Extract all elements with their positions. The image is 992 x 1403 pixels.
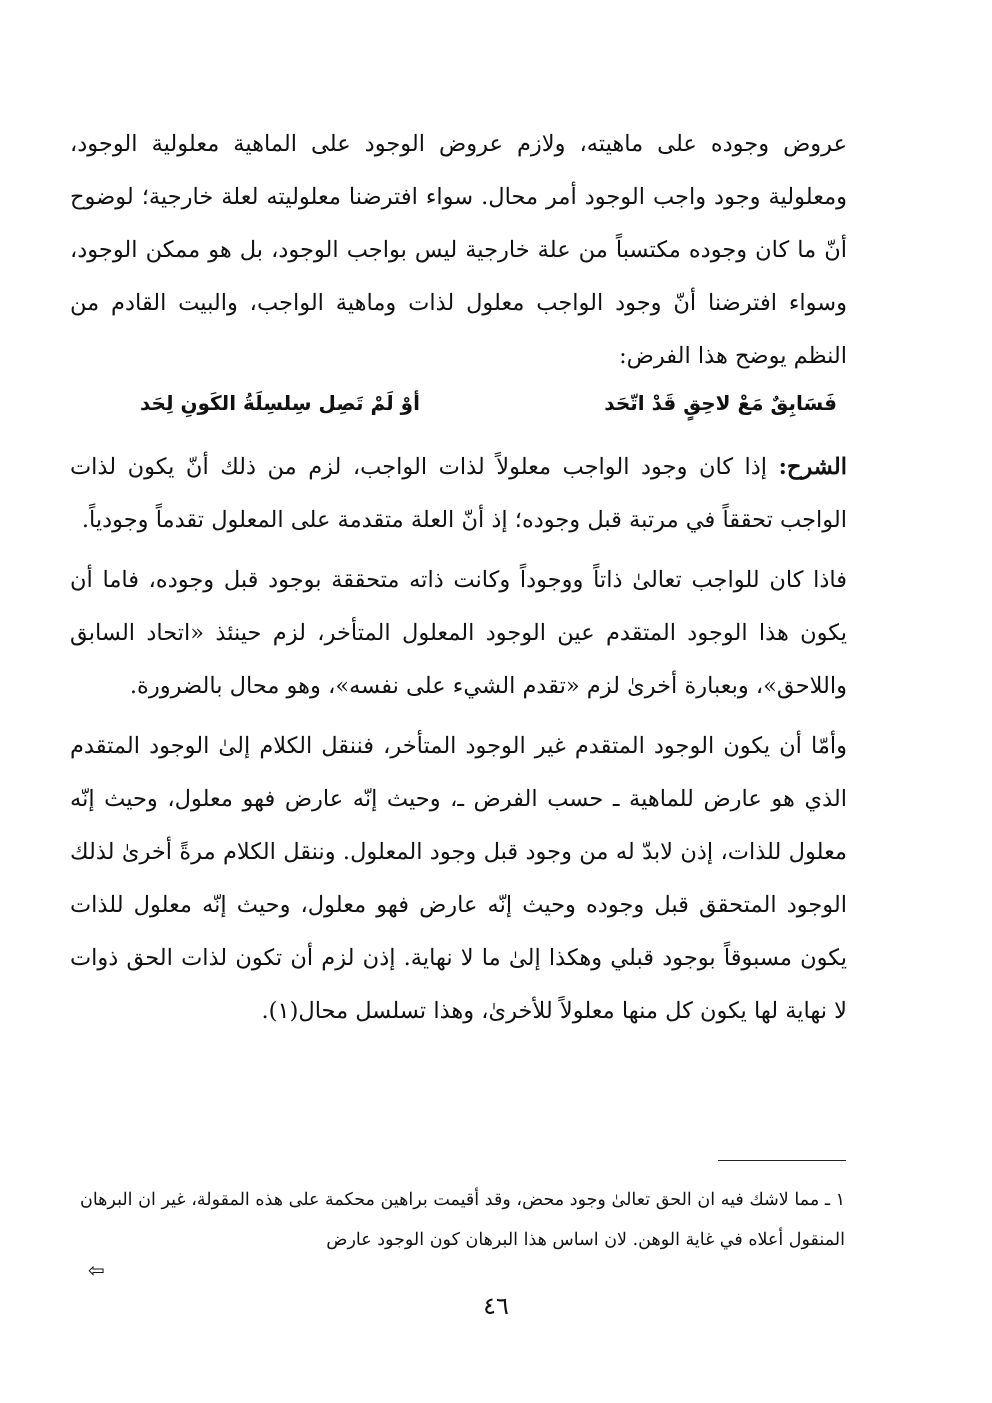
verse-second-hemistich: أوْ لَمْ تَصِل سِلسِلَةُ الكَونِ لِحَد [140,391,420,415]
footnote: ١ ـ مما لاشك فيه ان الحق تعالىٰ وجود محض، وقد أقيمت براهين محكمة على هذه المقولة، غير ان البرهان المنقول أعلاه في غاية الوهن. لان اساس هذا البرهان كون الوجود عارض [80,1190,845,1250]
paragraph-2-text: إذا كان وجود الواجب معلولاً لذات الواجب، لزم من ذلك أنّ يكون لذات الواجب تحققاً في مرتبة قبل وجوده؛ إذ أنّ العلة متقدمة على المعلول تقدماً وجودياً. [70,454,847,533]
paragraph-4: وأمّا أن يكون الوجود المتقدم غير الوجود المتأخر، فننقل الكلام إلىٰ الوجود المتقدم الذي هو عارض للماهية ـ حسب الفرض ـ، وحيث إنّه عارض فهو معلول، وحيث إنّه معلول للذات، إذن لابدّ له من وجود قبل وجود المعلول. وننقل الكلام مرةً أخرىٰ لذلك الوجود المتحقق قبل وجوده وحيث إنّه عارض فهو معلول، وحيث إنّه معلول للذات يكون مسبوقاً بوجود قبلي وهكذا إلىٰ ما لا نهاية. إذن لزم أن تكون لذات الحق ذوات لا نهاية لها يكون كل منها معلولاً للأخرىٰ، وهذا تسلسل محال(١). [70,733,847,1024]
main-text [70,118,847,1038]
continue-arrow-icon: ⇦ [88,1258,105,1282]
sharh-label: الشرح: [778,454,847,480]
page-number: ٤٦ [483,1292,509,1320]
verse-first-hemistich: فَسَابِقٌ مَعْ لاحِقٍ قَدْ اتّحَد [604,391,837,415]
poem-verse [70,383,847,441]
paragraph-3: فاذا كان للواجب تعالىٰ ذاتاً ووجوداً وكانت ذاته متحققة بوجود قبل وجوده، فاما أن يكون هذا الوجود المتقدم عين الوجود المعلول المتأخر، لزم حينئذ «اتحاد السابق واللاحق»، وبعبارة أخرىٰ لزم «تقدم الشيء على نفسه»، وهو محال بالضرورة. [70,567,847,699]
paragraph-2 [70,441,847,547]
footnote-divider [718,1160,846,1161]
paragraph-1: عروض وجوده على ماهيته، ولازم عروض الوجود على الماهية معلولية الوجود، ومعلولية وجود واجب الوجود أمر محال. سواء افترضنا معلوليته لعلة خارجية؛ لوضوح أنّ ما كان وجوده مكتسباً من علة خارجية ليس بواجب الوجود، بل هو ممكن الوجود، وسواء افترضنا أنّ وجود الواجب معلول لذات وماهية الواجب، والبيت القادم من النظم يوضح هذا الفرض: [70,131,847,369]
